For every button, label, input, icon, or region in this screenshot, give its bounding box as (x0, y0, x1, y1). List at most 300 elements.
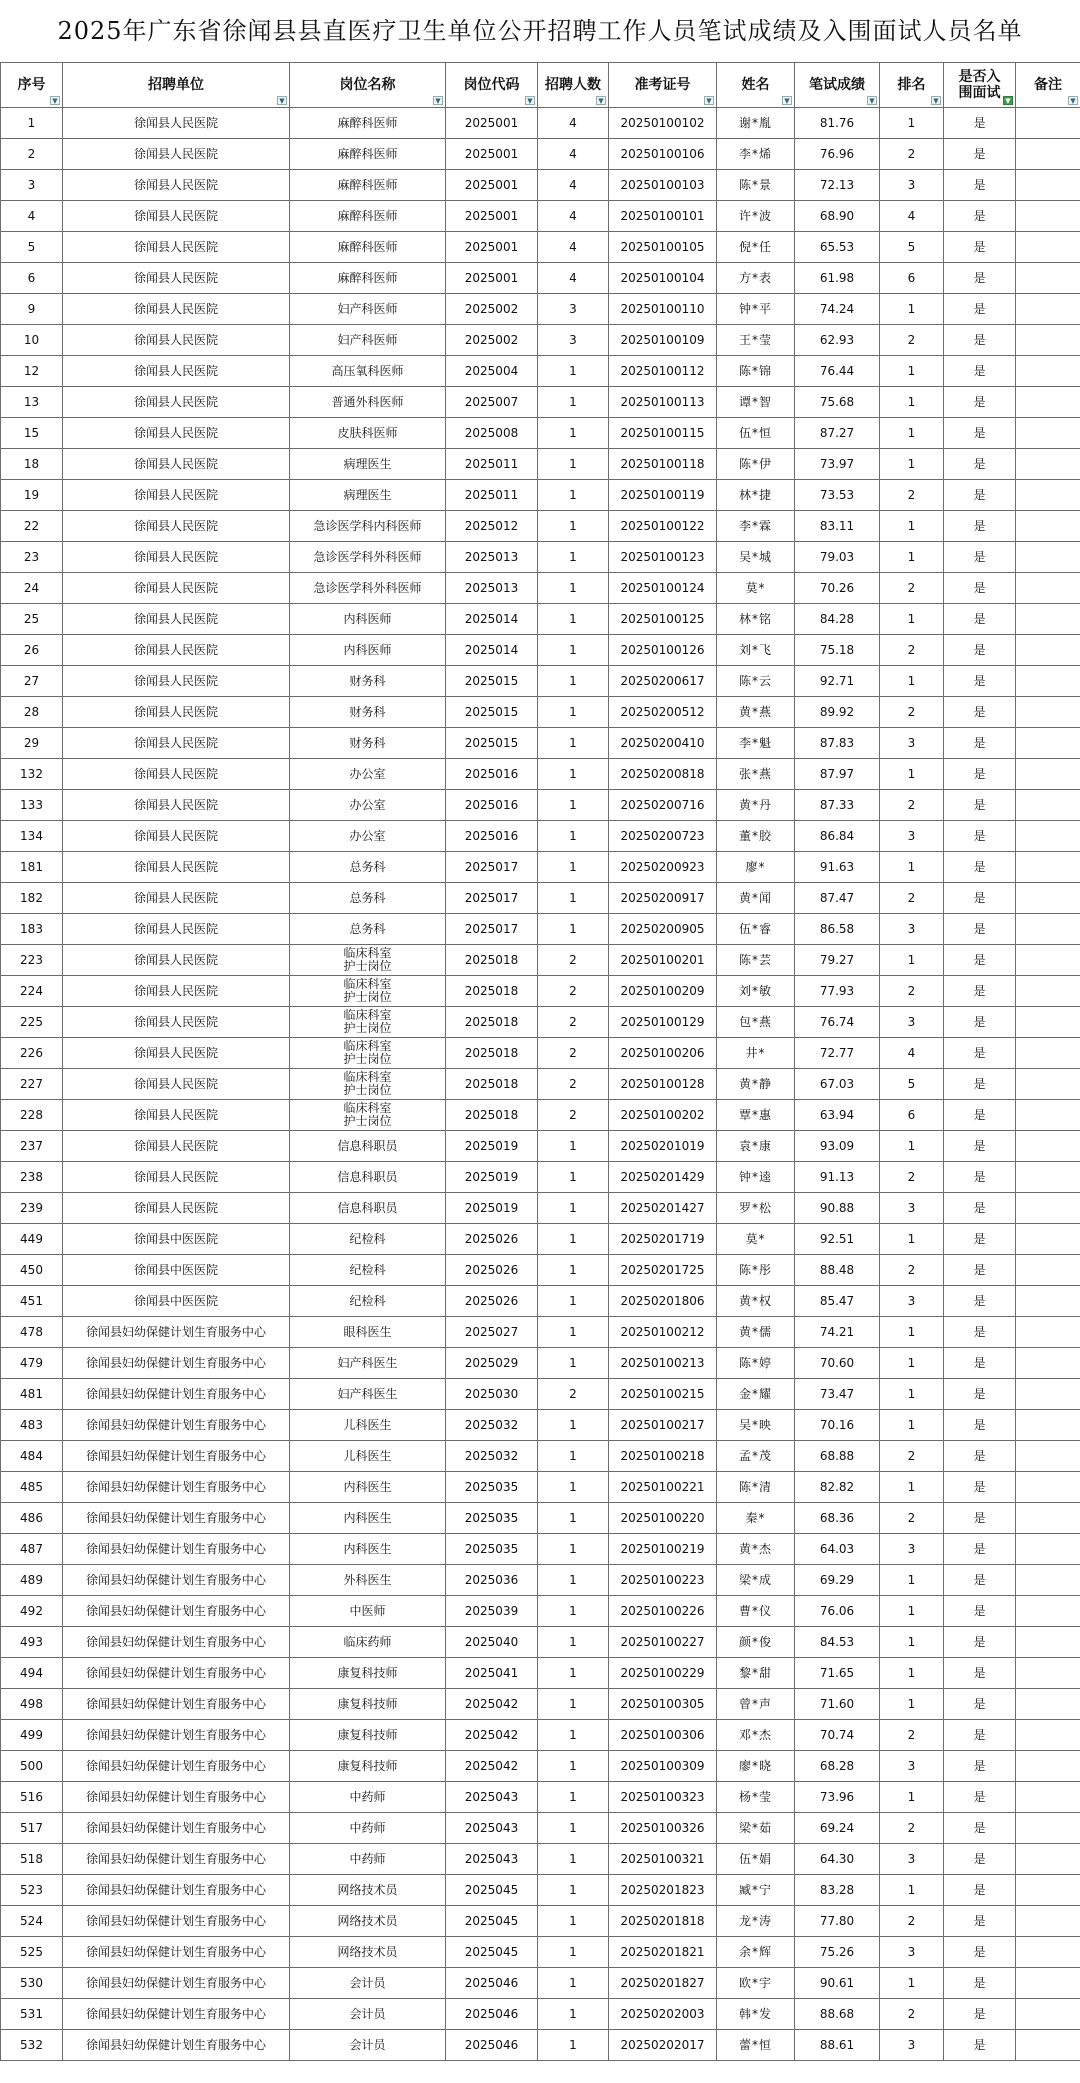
unit-cell: 徐闻县妇幼保健计划生育服务中心 (63, 1689, 290, 1720)
table-row (1, 821, 1080, 852)
unit-cell: 徐闻县妇幼保健计划生育服务中心 (63, 1937, 290, 1968)
quota-cell: 1 (538, 1596, 609, 1627)
rank-cell: 1 (880, 418, 944, 449)
position-cell: 麻醉科医师 (290, 232, 446, 263)
position-cell: 皮肤科医师 (290, 418, 446, 449)
interview-cell: 是 (944, 1162, 1016, 1193)
ticket-cell: 20250100309 (609, 1751, 717, 1782)
name-cell: 刘*飞 (717, 635, 795, 666)
note-cell (1016, 1751, 1080, 1782)
ticket-cell: 20250201725 (609, 1255, 717, 1286)
code-cell: 2025046 (446, 1999, 538, 2030)
code-cell: 2025045 (446, 1875, 538, 1906)
name-cell: 韩*发 (717, 1999, 795, 2030)
unit-cell: 徐闻县人民医院 (63, 1038, 290, 1069)
score-cell: 84.28 (795, 604, 880, 635)
table-row (1, 945, 1080, 976)
interview-cell: 是 (944, 883, 1016, 914)
quota-cell: 1 (538, 1410, 609, 1441)
table-row (1, 1844, 1080, 1875)
seq-cell: 181 (1, 852, 63, 883)
table-row (1, 139, 1080, 170)
seq-cell: 9 (1, 294, 63, 325)
quota-cell: 1 (538, 1224, 609, 1255)
note-cell (1016, 170, 1080, 201)
position-cell: 康复科技师 (290, 1720, 446, 1751)
score-cell: 70.74 (795, 1720, 880, 1751)
ticket-cell: 20250100113 (609, 387, 717, 418)
ticket-cell: 20250100128 (609, 1069, 717, 1100)
quota-cell: 1 (538, 356, 609, 387)
unit-cell: 徐闻县妇幼保健计划生育服务中心 (63, 1844, 290, 1875)
interview-cell: 是 (944, 1534, 1016, 1565)
name-cell: 钟*逵 (717, 1162, 795, 1193)
rank-cell: 1 (880, 1317, 944, 1348)
rank-cell: 2 (880, 1162, 944, 1193)
table-row (1, 1007, 1080, 1038)
quota-cell: 1 (538, 697, 609, 728)
code-cell: 2025017 (446, 883, 538, 914)
code-cell: 2025036 (446, 1565, 538, 1596)
filter-dropdown-icon[interactable]: ▼ (782, 96, 792, 105)
ticket-cell: 20250100115 (609, 418, 717, 449)
position-cell: 麻醉科医师 (290, 139, 446, 170)
score-cell: 68.36 (795, 1503, 880, 1534)
ticket-cell: 20250100306 (609, 1720, 717, 1751)
unit-cell: 徐闻县妇幼保健计划生育服务中心 (63, 1813, 290, 1844)
code-cell: 2025012 (446, 511, 538, 542)
ticket-cell: 20250100321 (609, 1844, 717, 1875)
interview-cell: 是 (944, 1813, 1016, 1844)
table-row (1, 294, 1080, 325)
name-cell: 孟*茂 (717, 1441, 795, 1472)
ticket-cell: 20250200917 (609, 883, 717, 914)
rank-cell: 2 (880, 1441, 944, 1472)
header-ticket: 准考证号 ▼ (609, 63, 717, 108)
table-row (1, 914, 1080, 945)
score-cell: 65.53 (795, 232, 880, 263)
position-cell: 中医师 (290, 1596, 446, 1627)
ticket-cell: 20250201821 (609, 1937, 717, 1968)
score-cell: 87.83 (795, 728, 880, 759)
seq-cell: 133 (1, 790, 63, 821)
interview-cell: 是 (944, 945, 1016, 976)
code-cell: 2025008 (446, 418, 538, 449)
rank-cell: 2 (880, 1999, 944, 2030)
score-cell: 69.24 (795, 1813, 880, 1844)
position-cell: 总务科 (290, 852, 446, 883)
filter-dropdown-icon[interactable]: ▼ (277, 96, 287, 105)
seq-cell: 226 (1, 1038, 63, 1069)
seq-cell: 28 (1, 697, 63, 728)
seq-cell: 500 (1, 1751, 63, 1782)
seq-cell: 223 (1, 945, 63, 976)
table-row (1, 1286, 1080, 1317)
position-cell: 妇产科医生 (290, 1379, 446, 1410)
note-cell (1016, 945, 1080, 976)
filter-dropdown-icon[interactable]: ▼ (433, 96, 443, 105)
seq-cell: 228 (1, 1100, 63, 1131)
code-cell: 2025042 (446, 1751, 538, 1782)
filter-dropdown-icon[interactable]: ▼ (50, 96, 60, 105)
note-cell (1016, 1968, 1080, 1999)
quota-cell: 4 (538, 108, 609, 139)
name-cell: 袁*康 (717, 1131, 795, 1162)
interview-cell: 是 (944, 1503, 1016, 1534)
table-row (1, 1100, 1080, 1131)
table-row (1, 170, 1080, 201)
position-label: 临床科室 护士岗位 (343, 946, 392, 973)
name-cell: 谭*智 (717, 387, 795, 418)
seq-cell: 24 (1, 573, 63, 604)
name-cell: 黄*杰 (717, 1534, 795, 1565)
name-cell: 谢*胤 (717, 108, 795, 139)
seq-cell: 13 (1, 387, 63, 418)
code-cell: 2025016 (446, 759, 538, 790)
unit-cell: 徐闻县妇幼保健计划生育服务中心 (63, 2030, 290, 2061)
code-cell: 2025045 (446, 1906, 538, 1937)
code-cell: 2025046 (446, 2030, 538, 2061)
unit-cell: 徐闻县人民医院 (63, 170, 290, 201)
filter-dropdown-icon[interactable]: ▼ (704, 96, 714, 105)
code-cell: 2025011 (446, 480, 538, 511)
score-cell: 73.96 (795, 1782, 880, 1813)
note-cell (1016, 1007, 1080, 1038)
ticket-cell: 20250202017 (609, 2030, 717, 2061)
ticket-cell: 20250201719 (609, 1224, 717, 1255)
name-cell: 陈*清 (717, 1472, 795, 1503)
rank-cell: 2 (880, 1503, 944, 1534)
ticket-cell: 20250100219 (609, 1534, 717, 1565)
name-cell: 黄*闻 (717, 883, 795, 914)
position-cell: 急诊医学科外科医师 (290, 573, 446, 604)
seq-cell: 23 (1, 542, 63, 573)
header-rank: 排名 ▼ (880, 63, 944, 108)
note-cell (1016, 1317, 1080, 1348)
score-cell: 87.33 (795, 790, 880, 821)
name-cell: 伍*娟 (717, 1844, 795, 1875)
rank-cell: 1 (880, 1658, 944, 1689)
code-cell: 2025013 (446, 573, 538, 604)
table-row (1, 511, 1080, 542)
unit-cell: 徐闻县人民医院 (63, 449, 290, 480)
unit-cell: 徐闻县妇幼保健计划生育服务中心 (63, 1379, 290, 1410)
rank-cell: 2 (880, 139, 944, 170)
ticket-cell: 20250100220 (609, 1503, 717, 1534)
interview-cell: 是 (944, 1255, 1016, 1286)
unit-cell: 徐闻县妇幼保健计划生育服务中心 (63, 1906, 290, 1937)
ticket-cell: 20250200617 (609, 666, 717, 697)
note-cell (1016, 1720, 1080, 1751)
score-cell: 86.84 (795, 821, 880, 852)
note-cell (1016, 232, 1080, 263)
code-cell: 2025019 (446, 1193, 538, 1224)
code-cell: 2025017 (446, 852, 538, 883)
quota-cell: 3 (538, 325, 609, 356)
quota-cell: 1 (538, 573, 609, 604)
quota-cell: 1 (538, 1937, 609, 1968)
table-row (1, 449, 1080, 480)
filter-dropdown-icon[interactable]: ▼ (1068, 96, 1078, 105)
code-cell: 2025007 (446, 387, 538, 418)
ticket-cell: 20250100212 (609, 1317, 717, 1348)
code-cell: 2025018 (446, 1100, 538, 1131)
score-cell: 76.44 (795, 356, 880, 387)
name-cell: 刘*敏 (717, 976, 795, 1007)
filter-active-icon[interactable]: ▼ (1003, 96, 1013, 105)
unit-cell: 徐闻县妇幼保健计划生育服务中心 (63, 1782, 290, 1813)
unit-cell: 徐闻县人民医院 (63, 232, 290, 263)
position-cell: 网络技术员 (290, 1875, 446, 1906)
seq-cell: 487 (1, 1534, 63, 1565)
ticket-cell: 20250100110 (609, 294, 717, 325)
interview-cell: 是 (944, 1224, 1016, 1255)
header-seq: 序号 ▼ (1, 63, 63, 108)
unit-cell: 徐闻县中医医院 (63, 1255, 290, 1286)
quota-cell: 4 (538, 232, 609, 263)
seq-cell: 523 (1, 1875, 63, 1906)
position-cell: 内科医生 (290, 1534, 446, 1565)
interview-cell: 是 (944, 1007, 1016, 1038)
position-cell: 内科医生 (290, 1503, 446, 1534)
rank-cell: 1 (880, 294, 944, 325)
interview-cell: 是 (944, 728, 1016, 759)
table-row (1, 201, 1080, 232)
ticket-cell: 20250200410 (609, 728, 717, 759)
note-cell (1016, 1162, 1080, 1193)
table-row (1, 635, 1080, 666)
name-cell: 黄*儒 (717, 1317, 795, 1348)
filter-dropdown-icon[interactable]: ▼ (596, 96, 606, 105)
ticket-cell: 20250100104 (609, 263, 717, 294)
code-cell: 2025014 (446, 604, 538, 635)
quota-cell: 1 (538, 666, 609, 697)
interview-cell: 是 (944, 387, 1016, 418)
rank-cell: 5 (880, 1069, 944, 1100)
quota-cell: 1 (538, 883, 609, 914)
unit-cell: 徐闻县妇幼保健计划生育服务中心 (63, 1751, 290, 1782)
name-cell: 黎*甜 (717, 1658, 795, 1689)
note-cell (1016, 263, 1080, 294)
name-cell: 伍*恒 (717, 418, 795, 449)
ticket-cell: 20250100227 (609, 1627, 717, 1658)
code-cell: 2025026 (446, 1224, 538, 1255)
table-row (1, 387, 1080, 418)
code-cell: 2025016 (446, 790, 538, 821)
ticket-cell: 20250100124 (609, 573, 717, 604)
unit-cell: 徐闻县妇幼保健计划生育服务中心 (63, 1534, 290, 1565)
position-cell: 纪检科 (290, 1286, 446, 1317)
name-cell: 余*辉 (717, 1937, 795, 1968)
table-row (1, 1906, 1080, 1937)
unit-cell: 徐闻县人民医院 (63, 387, 290, 418)
code-cell: 2025017 (446, 914, 538, 945)
name-cell: 陈*云 (717, 666, 795, 697)
score-cell: 63.94 (795, 1100, 880, 1131)
interview-cell: 是 (944, 790, 1016, 821)
unit-cell: 徐闻县人民医院 (63, 945, 290, 976)
interview-cell: 是 (944, 1410, 1016, 1441)
code-cell: 2025018 (446, 976, 538, 1007)
note-cell (1016, 1348, 1080, 1379)
position-label: 临床科室 护士岗位 (343, 1070, 392, 1097)
code-cell: 2025015 (446, 728, 538, 759)
filter-dropdown-icon[interactable]: ▼ (931, 96, 941, 105)
ticket-cell: 20250100226 (609, 1596, 717, 1627)
position-cell: 眼科医生 (290, 1317, 446, 1348)
score-cell: 91.13 (795, 1162, 880, 1193)
code-cell: 2025042 (446, 1689, 538, 1720)
header-row (1, 63, 1080, 108)
rank-cell: 1 (880, 759, 944, 790)
code-cell: 2025019 (446, 1131, 538, 1162)
score-cell: 68.28 (795, 1751, 880, 1782)
rank-cell: 4 (880, 1038, 944, 1069)
quota-cell: 1 (538, 1565, 609, 1596)
header-quota: 招聘人数 ▼ (538, 63, 609, 108)
ticket-cell: 20250100229 (609, 1658, 717, 1689)
unit-cell: 徐闻县人民医院 (63, 1069, 290, 1100)
code-cell: 2025042 (446, 1720, 538, 1751)
seq-cell: 450 (1, 1255, 63, 1286)
name-cell: 包*燕 (717, 1007, 795, 1038)
code-cell: 2025027 (446, 1317, 538, 1348)
seq-cell: 498 (1, 1689, 63, 1720)
seq-cell: 29 (1, 728, 63, 759)
ticket-cell: 20250100213 (609, 1348, 717, 1379)
note-cell (1016, 635, 1080, 666)
seq-cell: 238 (1, 1162, 63, 1193)
code-cell: 2025018 (446, 1007, 538, 1038)
seq-cell: 494 (1, 1658, 63, 1689)
position-cell: 急诊医学科外科医师 (290, 542, 446, 573)
code-cell: 2025014 (446, 635, 538, 666)
ticket-cell: 20250202003 (609, 1999, 717, 2030)
score-cell: 82.82 (795, 1472, 880, 1503)
quota-cell: 1 (538, 852, 609, 883)
unit-cell: 徐闻县人民医院 (63, 263, 290, 294)
table-row (1, 1565, 1080, 1596)
ticket-cell: 20250100126 (609, 635, 717, 666)
interview-cell: 是 (944, 1317, 1016, 1348)
quota-cell: 1 (538, 511, 609, 542)
position-cell: 麻醉科医师 (290, 108, 446, 139)
code-cell: 2025026 (446, 1255, 538, 1286)
name-cell: 许*波 (717, 201, 795, 232)
unit-cell: 徐闻县妇幼保健计划生育服务中心 (63, 1658, 290, 1689)
interview-cell: 是 (944, 1193, 1016, 1224)
note-cell (1016, 449, 1080, 480)
code-cell: 2025046 (446, 1968, 538, 1999)
unit-cell: 徐闻县人民医院 (63, 573, 290, 604)
unit-cell: 徐闻县人民医院 (63, 883, 290, 914)
unit-cell: 徐闻县人民医院 (63, 697, 290, 728)
table-row (1, 852, 1080, 883)
ticket-cell: 20250100215 (609, 1379, 717, 1410)
position-label: 临床科室 护士岗位 (343, 1008, 392, 1035)
note-cell (1016, 1472, 1080, 1503)
note-cell (1016, 573, 1080, 604)
ticket-cell: 20250100112 (609, 356, 717, 387)
note-cell (1016, 1844, 1080, 1875)
code-cell: 2025045 (446, 1937, 538, 1968)
quota-cell: 1 (538, 1162, 609, 1193)
code-cell: 2025001 (446, 139, 538, 170)
ticket-cell: 20250201827 (609, 1968, 717, 1999)
rank-cell: 1 (880, 852, 944, 883)
interview-cell: 是 (944, 1658, 1016, 1689)
unit-cell: 徐闻县中医医院 (63, 1286, 290, 1317)
quota-cell: 2 (538, 1038, 609, 1069)
seq-cell: 1 (1, 108, 63, 139)
name-cell: 曹*仪 (717, 1596, 795, 1627)
seq-cell: 15 (1, 418, 63, 449)
score-cell: 83.11 (795, 511, 880, 542)
quota-cell: 4 (538, 201, 609, 232)
quota-cell: 3 (538, 294, 609, 325)
rank-cell: 3 (880, 1193, 944, 1224)
table-row (1, 1472, 1080, 1503)
table-row (1, 1131, 1080, 1162)
position-cell (290, 1007, 446, 1038)
quota-cell: 1 (538, 542, 609, 573)
interview-cell: 是 (944, 976, 1016, 1007)
unit-cell: 徐闻县妇幼保健计划生育服务中心 (63, 1565, 290, 1596)
ticket-cell: 20250100206 (609, 1038, 717, 1069)
seq-cell: 134 (1, 821, 63, 852)
note-cell (1016, 108, 1080, 139)
code-cell: 2025026 (446, 1286, 538, 1317)
ticket-cell: 20250201818 (609, 1906, 717, 1937)
header-unit: 招聘单位 ▼ (63, 63, 290, 108)
note-cell (1016, 294, 1080, 325)
quota-cell: 4 (538, 170, 609, 201)
table-row (1, 1379, 1080, 1410)
note-cell (1016, 356, 1080, 387)
table-row (1, 573, 1080, 604)
seq-cell: 224 (1, 976, 63, 1007)
seq-cell: 132 (1, 759, 63, 790)
position-cell: 普通外科医师 (290, 387, 446, 418)
note-cell (1016, 1658, 1080, 1689)
filter-dropdown-icon[interactable]: ▼ (525, 96, 535, 105)
seq-cell: 484 (1, 1441, 63, 1472)
note-cell (1016, 2030, 1080, 2061)
score-cell: 70.60 (795, 1348, 880, 1379)
ticket-cell: 20250200818 (609, 759, 717, 790)
ticket-cell: 20250200923 (609, 852, 717, 883)
code-cell: 2025001 (446, 263, 538, 294)
quota-cell: 2 (538, 1007, 609, 1038)
name-cell: 林*捷 (717, 480, 795, 511)
rank-cell: 2 (880, 480, 944, 511)
quota-cell: 1 (538, 1255, 609, 1286)
interview-cell: 是 (944, 1627, 1016, 1658)
position-cell: 会计员 (290, 1968, 446, 1999)
note-cell (1016, 1813, 1080, 1844)
filter-dropdown-icon[interactable]: ▼ (867, 96, 877, 105)
interview-cell: 是 (944, 263, 1016, 294)
interview-cell: 是 (944, 449, 1016, 480)
ticket-cell: 20250201019 (609, 1131, 717, 1162)
note-cell (1016, 542, 1080, 573)
score-cell: 76.06 (795, 1596, 880, 1627)
interview-cell: 是 (944, 1906, 1016, 1937)
interview-cell: 是 (944, 821, 1016, 852)
table-row (1, 1348, 1080, 1379)
note-cell (1016, 1131, 1080, 1162)
position-cell: 内科医师 (290, 635, 446, 666)
